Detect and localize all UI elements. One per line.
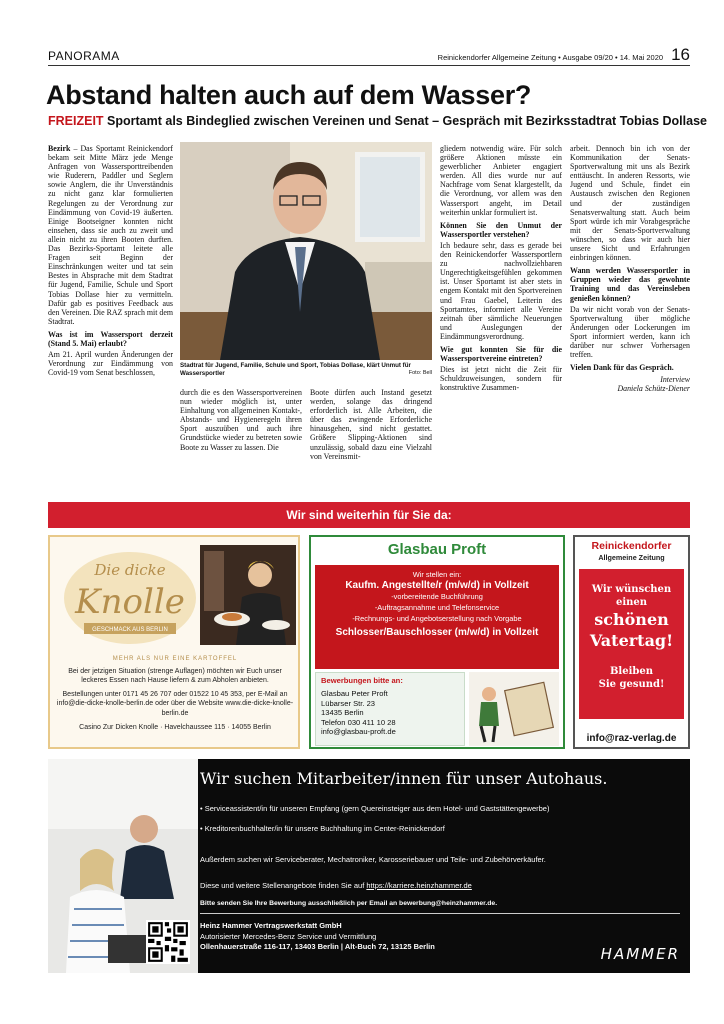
article-headline: Abstand halten auch auf dem Wasser?	[46, 80, 532, 110]
article-column-3	[310, 388, 432, 492]
interview-question: Wann werden Wassersportler in Gruppen wieder das gewohnte Training und das Vereinsleben genießen können?	[570, 266, 690, 303]
raz-logo	[575, 541, 688, 563]
glasbau-contact-city: 13435 Berlin	[321, 708, 364, 718]
article-paragraph: gliedern notwendig wäre. Für solch größere Aktionen müsste ein gewerblicher Anbieter engagiert werden. All dies wurde nur auf Nachfrage vom Senat klargestellt, da die Verordnung, vor allem was den Wassersport angeht, im Detail weiterhin unklar formuliert ist.	[440, 144, 562, 217]
page-header	[48, 45, 690, 66]
heinz-hammer-title: Wir suchen Mitarbeiter/innen für unser Autohaus.	[200, 769, 608, 788]
glasbau-contact-street: Lübarser Str. 23	[321, 698, 376, 708]
raz-line-2: einen	[615, 597, 648, 608]
heinz-hammer-address: Ollenhauerstraße 116-117, 13403 Berlin | Alt-Buch 72, 13125 Berlin	[200, 942, 435, 951]
glasbau-title: Glasbau Proft	[387, 541, 487, 558]
caption-text: Stadtrat für Jugend, Familie, Schule und Sport, Tobias Dollase, klärt Unmut für Wassersportler	[180, 362, 411, 377]
publication-line: Reinickendorfer Allgemeine Zeitung • Ausgabe 09/20 • 14. Mai 2020	[437, 53, 664, 62]
raz-line-5: Bleiben	[609, 666, 654, 677]
interview-question: Vielen Dank für das Gespräch.	[570, 363, 674, 373]
raz-email[interactable]: info@raz-verlag.de	[586, 733, 677, 744]
section-name: PANORAMA	[48, 49, 120, 63]
article-subline	[48, 114, 707, 128]
knolle-text-1: Bei der jetzigen Situation (strenge Auflagen) möchten wir Euch unser leckeres Essen nach Hause liefern & zum Abholen anbieten.	[68, 667, 282, 685]
glasbau-contact-head: Bewerbungen bitte an:	[321, 676, 403, 685]
glasbau-job-2: Schlosser/Bauschlosser (m/w/d) in Vollzeit	[335, 627, 539, 638]
article-paragraph: Bezirk – Das Sportamt Reinickendorf bekam seit Mitte März jede Menge Anfragen von Wassersporttreibenden wie Ruderern, Paddler und Seglern sowie Anglern, die ihr Unverständnis zu nicht ganz klar formulierten Regelungen zu der Verordnung zur Eindämmung von Covid-19 äußerten. Einige Bootseigner konnten nicht einsehen, dass sie auch zu zweit und allein nicht zu ihren Booten durften. Das Bezirks-Sportamt leitete alle Fragen seit Beginn der Einschränkungen weiter und tat sein Bestes in Absprache mit dem Stadtrat für Jugend, Familie, Schule und Sport Tobias Dollase hier zu vermitteln. Dafür gab es positives Feedback aus den Vereinen. Die RAZ sprach mit dem Stadtrat.	[48, 144, 173, 326]
heinz-hammer-apply: Bitte senden Sie Ihre Bewerbung ausschließlich per Email an bewerbung@heinzhammer.de.	[200, 900, 498, 907]
knolle-photo	[200, 545, 296, 645]
raz-message	[579, 569, 684, 719]
raz-line-6: Sie gesund!	[598, 679, 665, 690]
glasbau-intro: Wir stellen ein:	[412, 570, 462, 579]
knolle-tagline: MEHR ALS NUR EINE KARTOFFEL	[112, 656, 238, 662]
photo-credit: Foto: Bell	[408, 369, 432, 376]
article-paragraph: Ich bedaure sehr, dass es gerade bei den Reinickendorfer Wassersportlern zu nachvollziehbaren Ungerechtigkeitsgefühlen gekommen ist. Unser Sportamt ist aber stets in engem Kontakt mit den Sportvereinen und Frau Gaebel, Leiterin des Sportamtes, informiert alle Vereine zeitnah über sämtliche Neuerungen und Auslegungen der Eindämmungsverordnung.	[440, 240, 562, 341]
article-paragraph: Dies ist jetzt nicht die Zeit für Schuldzuweisungen, sondern für konstruktive Zusammen-	[440, 365, 562, 393]
interview-label: Interview	[660, 375, 690, 385]
glasbau-contact-phone: Telefon 030 411 10 28	[321, 717, 396, 727]
glasbau-contact-name: Glasbau Peter Proft	[321, 689, 388, 699]
interview-question: Was ist im Wassersport derzeit (Stand 5. Mai) erlaubt?	[48, 329, 173, 348]
knolle-logo-line1: Die dicke	[94, 561, 166, 579]
article-kicker: FREIZEIT	[48, 114, 104, 128]
article-paragraph: arbeit. Dennoch bin ich von der Kommunikation der Senats-Sportverwaltung mit uns als Bezirk enttäuscht. In anderen Ressorts, wie Jugend und Schule, findet ein Austausch zwischen den Regionen und der zuständigen Senatsverwaltung statt. Auch beim Sport würde ich mir Vorabgespräche mit der Senats-Sportverwaltung wünschen, so dass wir auch hier unsere Sicht und Erfahrungen einbringen können.	[570, 144, 690, 263]
qr-code-icon[interactable]	[146, 920, 190, 964]
knolle-logo	[60, 543, 200, 653]
article-paragraph: Am 21. April wurden Änderungen der Verordnung zur Eindämmung von Covid-19 vom Senat beschlossen,	[48, 350, 173, 378]
heinz-hammer-job-2: • Kreditorenbuchhalter/in für unsere Buchhaltung im Center-Reinickendorf	[200, 819, 549, 839]
heinz-hammer-job-list	[200, 799, 549, 839]
article-column-2	[180, 388, 302, 492]
knolle-logo-tag: GESCHMACK AUS BERLIN	[92, 627, 168, 633]
article-column-1	[48, 144, 173, 492]
header-right	[438, 46, 690, 65]
raz-logo-line2: Allgemeine Zeitung	[598, 553, 665, 562]
heinz-hammer-company	[200, 921, 435, 953]
heinz-hammer-also: Außerdem suchen wir Serviceberater, Mechatroniker, Karosseriebauer und Teile- und Zubehörverkäufer.	[200, 855, 546, 864]
heinz-hammer-more-prefix: Diese und weitere Stellenangebote finden Sie auf	[200, 881, 367, 890]
dateline: Bezirk	[48, 144, 71, 153]
glasbau-task-2: -Auftragsannahme und Telefonservice	[374, 603, 500, 612]
article-paragraph: Boote dürfen auch Instand gesetzt werden, solange das dringend erforderlich ist. Alle Arbeiten, die über das zwingende Erforderliche hinausgehen, sind nicht gestattet. Größere Slipping-Aktionen sind unzulässig, sobald dazu eine Vielzahl von Vereinsmit-	[310, 388, 432, 461]
page-number: 16	[671, 45, 690, 64]
knolle-text-2: Bestellungen unter 0171 45 26 707 oder 01522 10 45 353, per E-Mail an info@die-dicke-knolle-berlin.de oder über die Website www.die-dicke-knolle-berlin.de	[56, 690, 294, 717]
ad-glasbau-proft[interactable]	[309, 535, 565, 749]
knolle-text-block	[56, 655, 294, 732]
ad-die-dicke-knolle[interactable]	[48, 535, 300, 749]
article-paragraph: Da wir nicht vorab von der Senats-Sportverwaltung über mögliche Änderungen oder Lockerungen im Sport informiert werden, kann ich darüber nur schwer Vorhersagen treffen.	[570, 304, 690, 360]
glasbau-job-1: Kaufm. Angestellte/r (m/w/d) in Vollzeit	[345, 580, 529, 591]
ad-raz[interactable]	[573, 535, 690, 749]
heinz-hammer-divider	[200, 913, 680, 914]
article-column-5	[570, 144, 690, 492]
heinz-hammer-company-desc: Autorisierter Mercedes-Benz Service und Vermittlung	[200, 931, 377, 941]
author-name: Daniela Schütz-Diener	[617, 384, 690, 394]
interview-question: Wie gut konnten Sie für die Wassersportvereine eintreten?	[440, 344, 562, 364]
photo-caption	[180, 362, 432, 377]
glasbau-illustration	[469, 672, 559, 746]
article-column-4	[440, 144, 562, 492]
raz-logo-line1: Reinickendorfer	[591, 540, 672, 552]
glasbau-contact-mail[interactable]: info@glasbau-proft.de	[321, 727, 396, 737]
article-subtitle: Sportamt als Bindeglied zwischen Vereinen und Senat – Gespräch mit Bezirksstadtrat Tobias Dollase	[107, 114, 707, 128]
raz-line-1: Wir wünschen	[591, 584, 672, 595]
glasbau-contact	[315, 672, 465, 746]
heinz-hammer-more	[200, 881, 472, 890]
article-photo	[180, 142, 432, 360]
raz-line-3: schönen	[594, 610, 669, 629]
knolle-text-3: Casino Zur Dicken Knolle · Havelchaussee 115 · 14055 Berlin	[79, 723, 271, 731]
glasbau-task-1: -vorbereitende Buchführung	[391, 592, 483, 601]
heinz-hammer-company-name: Heinz Hammer Vertragswerkstatt GmbH	[200, 921, 342, 930]
knolle-logo-line2: Knolle	[75, 582, 185, 622]
hammer-logo: HAMMER	[600, 945, 680, 963]
article-paragraph: durch die es den Wassersportvereinen nun wieder möglich ist, unter Einhaltung von allgemeinen Kontakt-, Abstands- und Hygieneregeln ihren Sport auszuüben und auch ihre Grundstücke wieder zu betreten sowie Boote zu Wasser zu lassen. Die	[180, 388, 302, 452]
glasbau-job-box	[315, 565, 559, 669]
glasbau-task-3: -Rechnungs- und Angebotserstellung nach Vorgabe	[352, 614, 522, 623]
raz-line-4: Vatertag!	[589, 631, 674, 650]
heinz-hammer-careers-link[interactable]: https://karriere.heinzhammer.de	[366, 881, 472, 890]
heinz-hammer-job-1: • Serviceassistent/in für unseren Empfang (gern Quereinsteiger aus dem Hotel- und Gaststättengewerbe)	[200, 799, 549, 819]
ads-banner: Wir sind weiterhin für Sie da:	[48, 502, 690, 528]
interview-question: Können Sie den Unmut der Wassersportler verstehen?	[440, 220, 562, 239]
ad-heinz-hammer[interactable]	[48, 759, 690, 973]
